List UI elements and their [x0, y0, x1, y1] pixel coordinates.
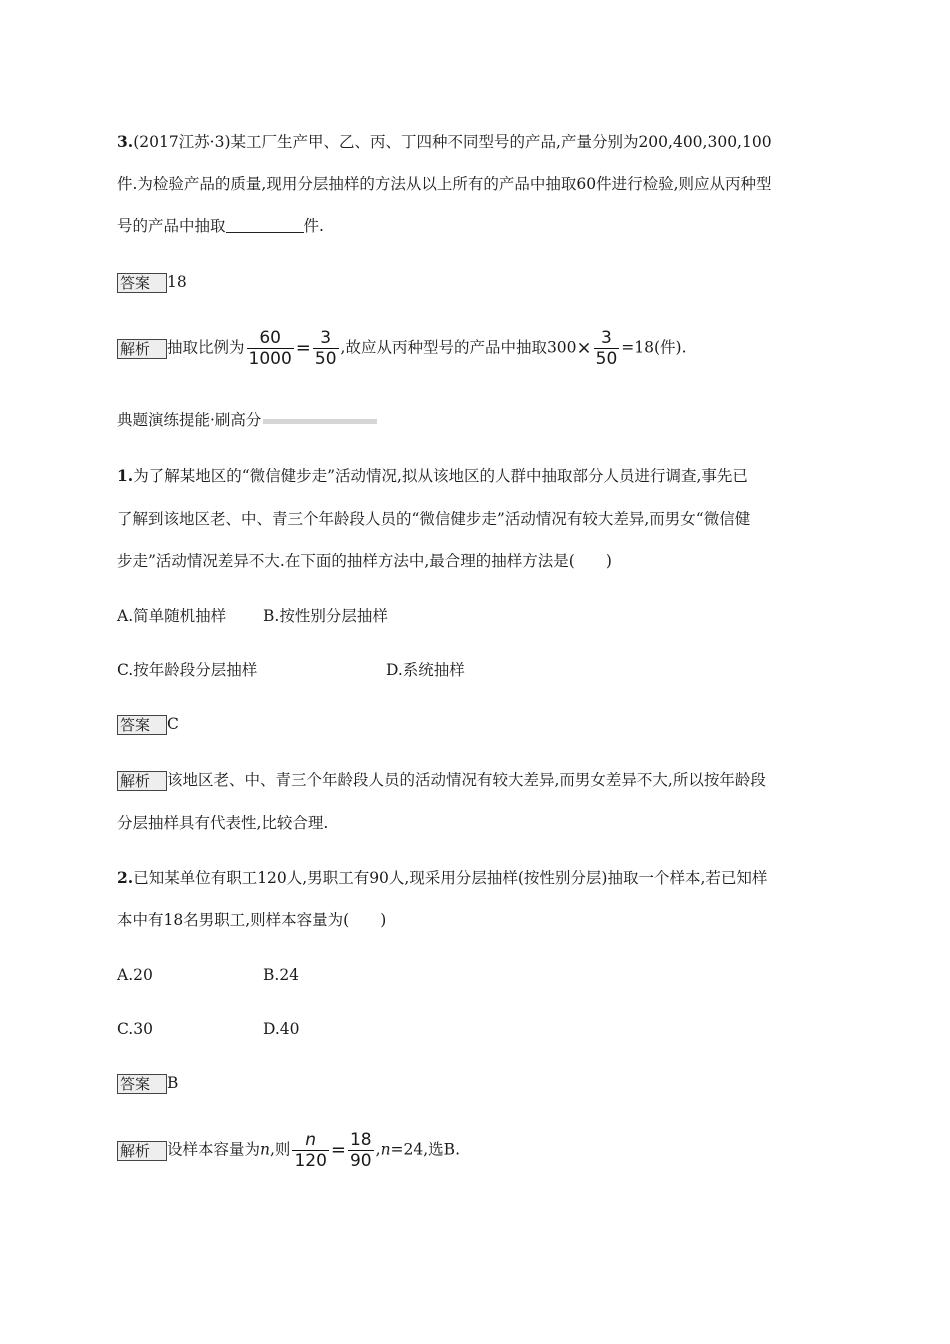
- section-divider-bar: [263, 419, 377, 424]
- variable-n: n: [380, 1140, 391, 1159]
- answer-tag: 答案: [117, 273, 167, 293]
- answer-value: 18: [167, 273, 187, 291]
- q3-stem-line2: 件.为检验产品的质量,现用分层抽样的方法从以上所有的产品中抽取60件进行检验,则应从丙种型: [117, 175, 772, 193]
- analysis-tag: 解析: [117, 771, 167, 791]
- fraction: $\frac{60}{1000}$: [248, 328, 292, 369]
- q3-stem-line3: 号的产品中抽取 件.: [117, 217, 324, 235]
- fraction: $\frac{3}{50}$: [595, 328, 618, 369]
- analysis-tag: 解析: [117, 339, 167, 359]
- p1-option-d: D.系统抽样: [386, 661, 465, 679]
- fraction: $\frac{18}{90}$: [349, 1130, 372, 1171]
- p1-analysis-line1: 解析 该地区老、中、青三个年龄段人员的活动情况有较大差异,而男女差异不大,所以按年龄段: [117, 768, 766, 792]
- p1-option-a: A.简单随机抽样: [117, 607, 227, 625]
- fraction: $\frac{n}{120}$: [294, 1130, 327, 1171]
- p1-option-c: C.按年龄段分层抽样: [117, 661, 258, 679]
- p1-answer: [117, 712, 179, 736]
- answer-blank: [226, 216, 304, 233]
- p2-answer: [117, 1071, 178, 1095]
- p2-option-b: B.24: [263, 966, 300, 984]
- fraction: $\frac{3}{50}$: [314, 328, 337, 369]
- section-title: 典题演练提能·刷高分: [117, 408, 377, 432]
- p1-stem-line1: 1.为了解某地区的“微信健步走”活动情况,拟从该地区的人群中抽取部分人员进行调查,事先已: [117, 466, 748, 485]
- answer-value: B: [167, 1074, 179, 1092]
- answer-tag: 答案: [117, 715, 167, 735]
- p2-option-d: D.40: [263, 1020, 300, 1038]
- q3-analysis: 解析 抽取比例为 $\frac{60}{1000}$ = $\frac{3}{50}$ ,故应从丙种型号的产品中抽取300× $\frac{3}{50}$ =18(件).: [117, 328, 687, 369]
- answer-tag: 答案: [117, 1074, 167, 1094]
- answer-value: C: [167, 715, 179, 733]
- p1-stem-line2: 了解到该地区老、中、青三个年龄段人员的“微信健步走”活动情况有较大差异,而男女“微信健: [117, 510, 751, 528]
- p1-number: 1.: [117, 466, 134, 485]
- p2-number: 2.: [117, 868, 134, 887]
- q3-stem-line1: 3.(2017江苏·3)某工厂生产甲、乙、丙、丁四种不同型号的产品,产量分别为200,400,300,100: [117, 132, 772, 151]
- q3-number: 3.: [117, 132, 134, 151]
- p2-option-a: A.20: [117, 966, 153, 984]
- p1-option-b: B.按性别分层抽样: [263, 607, 388, 625]
- p2-option-c: C.30: [117, 1020, 153, 1038]
- q3-answer: [117, 270, 187, 294]
- p1-analysis-line2: 分层抽样具有代表性,比较合理.: [117, 814, 329, 832]
- p1-stem-line3: 步走”活动情况差异不大.在下面的抽样方法中,最合理的抽样方法是( ): [117, 552, 612, 570]
- analysis-tag: 解析: [117, 1141, 167, 1161]
- variable-n: n: [260, 1140, 270, 1159]
- p2-stem-line1: 2.已知某单位有职工120人,男职工有90人,现采用分层抽样(按性别分层)抽取一个样本,若已知样: [117, 868, 768, 887]
- p2-analysis: 解析 设样本容量为n,则 $\frac{n}{120}$ = $\frac{18}{90}$ ,n=24,选B.: [117, 1130, 460, 1171]
- p2-stem-line2: 本中有18名男职工,则样本容量为( ): [117, 911, 387, 929]
